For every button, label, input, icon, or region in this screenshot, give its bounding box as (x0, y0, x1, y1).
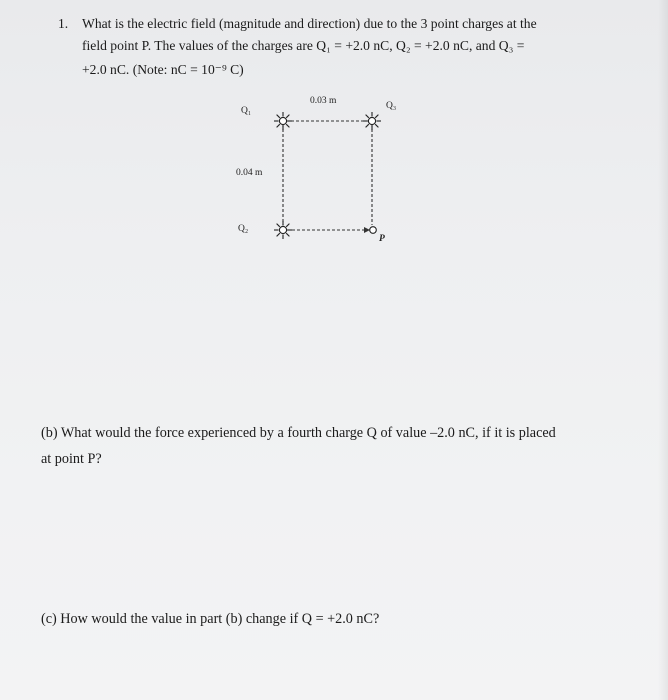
label-point-p: P (379, 234, 385, 244)
charge-q2-icon (274, 221, 292, 239)
question-1-line-3: +2.0 nC. (Note: nC = 10⁻⁹ C) (82, 62, 244, 77)
question-1-line-2: field point P. The values of the charges are Q₁ = +2.0 nC, Q₂ = +2.0 nC, and Q₃ = (82, 38, 525, 53)
label-height: 0.04 m (236, 168, 263, 178)
arrow-head (364, 227, 370, 233)
question-c: (c) How would the value in part (b) change if Q = +2.0 nC? (41, 611, 380, 627)
charge-q1-icon (274, 112, 292, 130)
question-b-line-1: (b) What would the force experienced by a fourth charge Q of value –2.0 nC, if it is placed (41, 425, 556, 441)
label-q3: Q₃ (386, 101, 397, 111)
field-point-p-icon (370, 227, 377, 234)
question-1-line-1: What is the electric field (magnitude and direction) due to the 3 point charges at the (82, 16, 537, 31)
label-q2: Q₂ (238, 224, 249, 234)
question-number: 1. (58, 16, 69, 31)
label-q1: Q₁ (241, 106, 252, 116)
label-width: 0.03 m (310, 96, 337, 106)
charge-q3-icon (363, 112, 381, 130)
question-b-line-2: at point P? (41, 451, 102, 467)
question-b (41, 420, 611, 472)
